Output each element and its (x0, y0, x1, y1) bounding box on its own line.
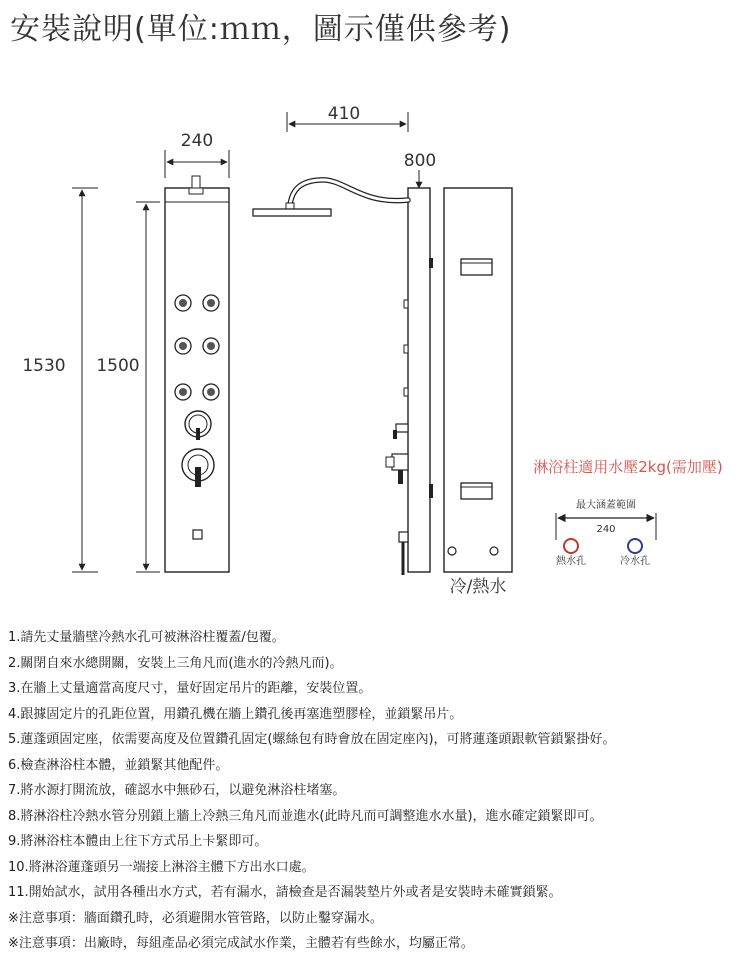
list-item: ※注意事項：出廠時，每組產品必須完成試水作業，主體若有些餘水，均屬正常。 (8, 936, 474, 951)
coverage-title: 最大涵蓋範圍 (576, 500, 636, 511)
body-height-label: 1500 (96, 356, 140, 376)
arm-reach-label: 410 (327, 104, 361, 124)
arm-reach-dimension (287, 104, 408, 132)
body-height-dimension (96, 202, 160, 572)
pressure-note: 淋浴柱適用水壓2kg(需加壓) (533, 458, 723, 476)
list-item: ※注意事項：牆面鑽孔時，必須避開水管管路，以防止鑿穿漏水。 (8, 910, 383, 926)
hot-hole-icon (564, 539, 578, 553)
coverage-diagram (556, 498, 656, 567)
list-item: 1.請先丈量牆壁冷熱水孔可被淋浴柱覆蓋/包覆。 (8, 630, 285, 645)
side-view (253, 180, 433, 575)
total-height-label: 1530 (22, 356, 66, 376)
list-item: 8.將淋浴柱冷熱水管分別鎖上牆上冷熱三角凡而並進水(此時凡而可調整進水水量)，進水確定鎖緊即可。 (8, 808, 603, 824)
list-item: 6.檢查淋浴柱本體，並鎖緊其他配件。 (8, 757, 229, 773)
instruction-list (8, 625, 746, 957)
cold-hole-label: 冷水孔 (620, 556, 650, 567)
arm-height-dimension (404, 151, 436, 188)
cold-hole-icon (628, 539, 642, 553)
page-title: 安裝說明(單位:ｍｍ，圖示僅供參考) (10, 12, 512, 47)
front-panel (165, 176, 229, 572)
width-label: 240 (180, 131, 214, 151)
list-item: 4.跟據固定片的孔距位置，用鑽孔機在牆上鑽孔後再塞進塑膠栓，並鎖緊吊片。 (8, 706, 463, 722)
back-panel (444, 188, 512, 597)
arm-height-label: 800 (403, 151, 437, 171)
list-item: 3.在牆上丈量適當高度尺寸，量好固定吊片的距離，安裝位置。 (8, 681, 372, 696)
list-item: 9.將淋浴柱本體由上往下方式吊上卡緊即可。 (8, 834, 268, 849)
list-item: 5.蓮蓬頭固定座，依需要高度及位置鑽孔固定(螺絲包有時會放在固定座內)，可將蓮蓬頭跟軟管鎖緊掛好。 (8, 732, 616, 747)
list-item: 10.將淋浴蓮蓬頭另一端接上淋浴主體下方出水口處。 (8, 859, 315, 875)
coverage-width-label: 240 (596, 524, 616, 535)
outlet-icon (193, 530, 202, 539)
list-item: 7.將水源打開流放，確認水中無砂石，以避免淋浴柱堵塞。 (8, 783, 346, 798)
list-item: 2.關閉自來水總開關，安裝上三角凡而(進水的冷熱凡而)。 (8, 655, 343, 671)
cold-hot-water-label: 冷/熱水 (449, 577, 507, 597)
width-dimension (165, 131, 229, 178)
list-item: 11.開始試水，試用各種出水方式，若有漏水，請檢查是否漏裝墊片外或者是安裝時未確實鎖緊。 (8, 885, 562, 900)
total-height-dimension (22, 188, 98, 572)
hot-hole-label: 熱水孔 (556, 556, 586, 567)
